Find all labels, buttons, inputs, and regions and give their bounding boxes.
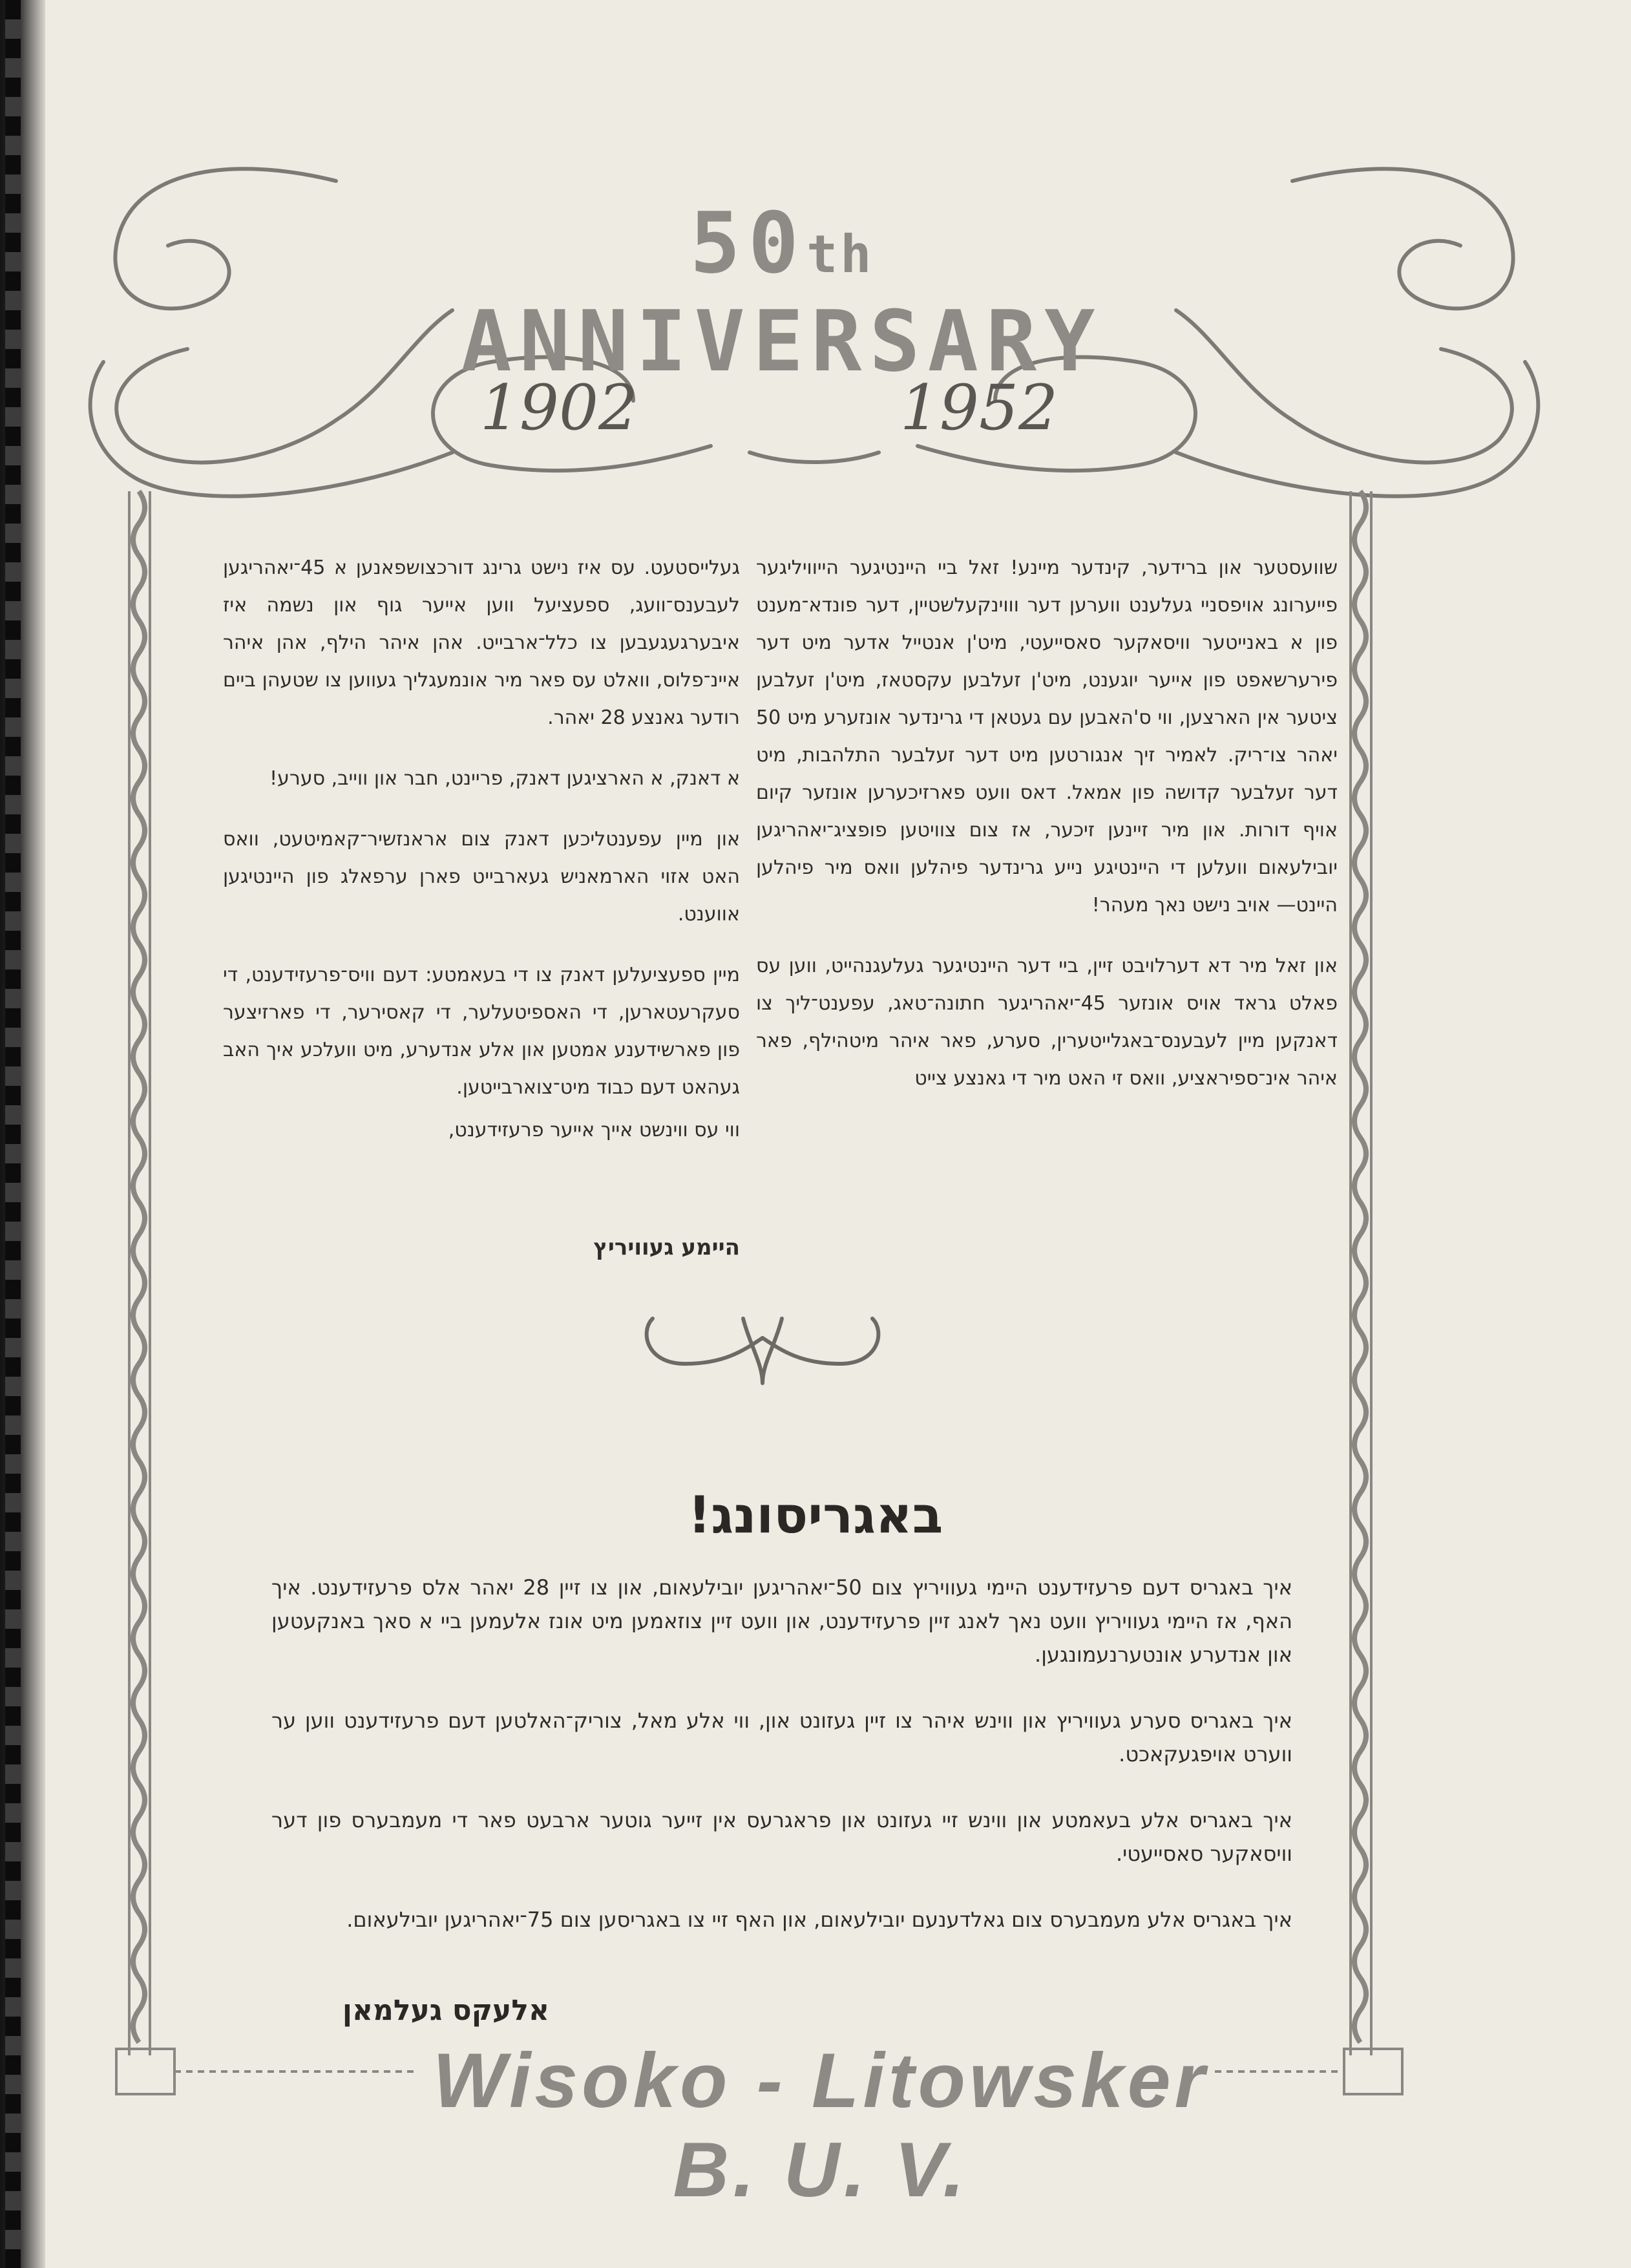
organization-name: Wisoko - Litowsker B. U. V. [432,2037,1209,2213]
greeting-body [271,1571,1292,1969]
greeting-heading: באגריסונג! [688,1487,943,1545]
greeting-paragraph: איך באגריס דעם פרעזידענט היימי געוויריץ צום 50־יאהריגען יובילעאום, און צו זיין 28 יאהר אלס פרעזידענט. איך האף, אז היימי געוויריץ וועט נאך לאנג זיין פרעזידענט, און וועט זיין צוזאמען מיט אונז אלעמען ביי א סאך באנקעטען און אנדערע אונטערנעמונגען. [271,1575,1293,1667]
address-right-column [756,549,1338,1121]
title-number: 50 [689,194,807,292]
title-word: ANNIVERSARY [461,292,1103,390]
greeting-paragraph: איך באגריס סערע געוויריץ און ווינש איהר צו זיין געזונט און, ווי אלע מאל, צוריק־האלטען דעם פרעזידענט ווען ער ווערט אויפגעקאכט. [271,1708,1292,1766]
address-paragraph: שוועסטער און ברידער, קינדער מיינע! זאל ביי היינטיגער הייוויליגער פייערונג אויפסניי געלענט ווערען דער וווינקעלשטיין, דער פונדא־מענט פון א באנייטער וויסאקער סאסייעטי, מיט'ן אנטייל אדער מיט דער פירערשאפט פון אייער יוגענט, מיט'ן זעלבען עקסטאז, מיט'ן זעלבען ציטער אין הארצען, ווי ס'האבען עם געטאן די גרינדער אונזערע מיט 50 יאהר צו־ריק. לאמיר זיך אנגורטען מיט דער זעלבער התלהבות, מיט דער זעלבער קדושה פון אמאל. דאס וועט פארזיכערען אונזער קיום אויף דורות. און מיר זיינען זיכער, אז צום צוויטען פופציג־יאהריגען יובילעאום וועלען די היינטיגע נייע גרינדער פיהלען וואס מיר פיהלען היינט— אויב נישט נאך מעהר! [756,556,1338,917]
title-suffix: th [806,224,874,284]
year-end: 1952 [900,372,1058,444]
year-start: 1902 [479,372,638,444]
address-paragraph: א דאנק, א הארציגען דאנק, פריינט, חבר און ווייב, סערע! [269,767,740,790]
greeting-paragraph: איך באגריס אלע בעאמטע און ווינש זיי געזונט און פראגרעס אין זייער גוטער ארבעט פאר די מעמבערס פון דער וויסאקער סאסייעטי. [271,1808,1292,1866]
address-paragraph: געלייסטעט. עס איז נישט גרינג דורכצושפאנען א 45־יאהריגען לעבענס־וועג, ספעציעל ווען אייער גוף און נשמה איז איבערגעגעבען צו כלל־ארבייט. אהן איהר הילף, אהן איהר איינ־פלוס, וואלט עס פאר מיר אונמעגליך געווען צו שטעהן ביים רודער גאנצע 28 יאהר. [223,556,740,729]
greeting-paragraph: איך באגריס אלע מעמבערס צום גאלדענעם יובילעאום, און האף זיי צו באגריסען צום 75־יאהריגען יובילעאום. [346,1907,1292,1932]
address-paragraph: און זאל מיר דא דערלויבט זיין, ביי דער היינטיגער געלעגנהייט, ווען עס פאלט גראד אויס אונזער 45־יאהריגער חתונה־טאג, עפענט־ליך צו דאנקען מיין לעבענס־באגלייטערין, סערע, פאר איהר מיטהילף, פאר איהר אינ־ספיראציע, וואס זי האט מיר די גאנצע צייט [756,955,1338,1090]
greeting-signature: אלעקס געלמאן [342,1994,549,2027]
address-paragraph: מיין ספעציעלען דאנק צו די בעאמטע: דעם וויס־פרעזידענט, די סעקרעטארען, די האספיטעלער, די קאסירער, די פארזיצער פון פארשידענע אמטען און אלע אנדערע, מיט וועלכע איך האב געהאט דעם כבוד מיט־צוארבייטען. [223,964,740,1099]
president-signature: היימע געוויריץ [593,1235,740,1260]
address-closing: ווי עס ווינשט אייך אייער פרעזידענט, [448,1119,740,1141]
address-paragraph: און מיין עפענטליכען דאנק צום אראנזשיר־קאמיטעט, וואס האט אזוי הארמאניש געארבייט פארן ערפאלג פון היינטיגען אווענט. [223,828,740,926]
anniversary-title [362,194,1202,390]
address-left-column [223,549,740,1172]
